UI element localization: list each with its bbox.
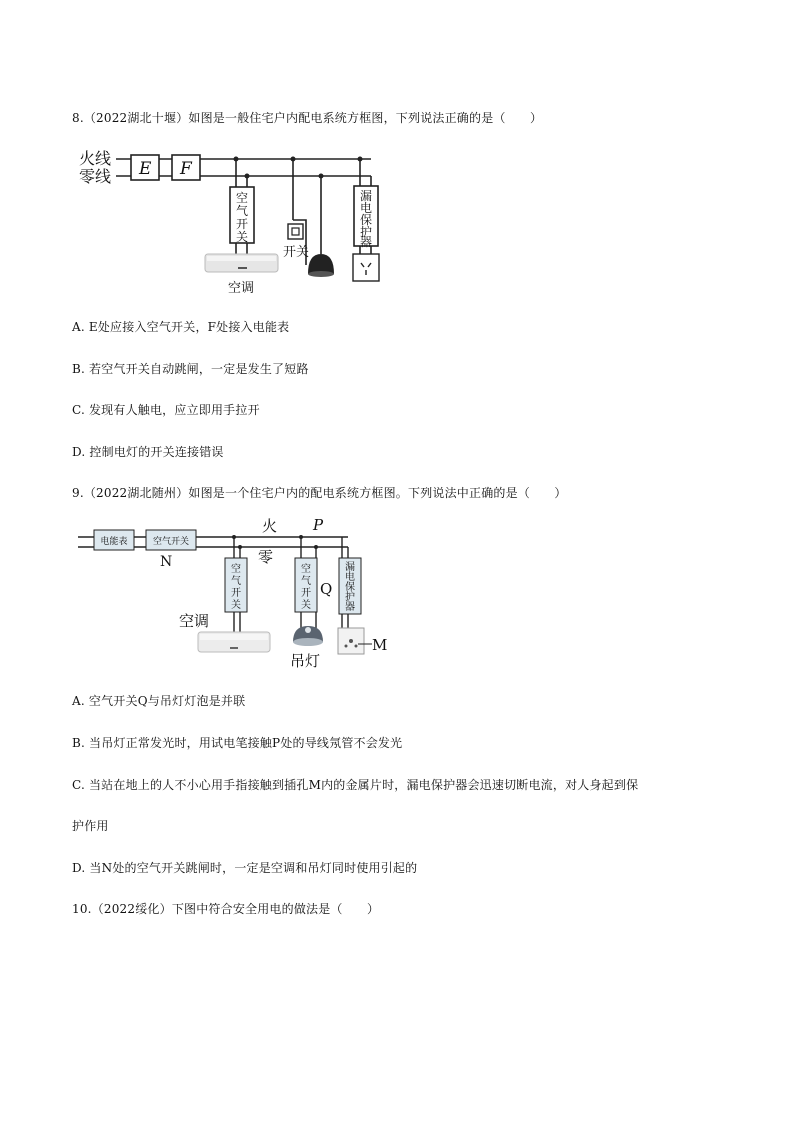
svg-text:保: 保 [359, 213, 373, 227]
q8-switch-label: 开关 [283, 245, 310, 260]
q9-neutral-label: 零 [258, 548, 274, 566]
q9-live-label: 火 [262, 517, 278, 535]
svg-text:器: 器 [359, 235, 373, 249]
q8-option-c: C. 发现有人触电，应立即用手拉开 [72, 403, 260, 417]
q9-option-d: D. 当N处的空气开关跳闸时，一定是空调和吊灯同时使用引起的 [72, 861, 418, 875]
q9-option-c-line2: 护作用 [72, 819, 109, 833]
q8-lamp-icon [308, 254, 334, 277]
q9-title: 9.（2022湖北随州）如图是一个住宅户内的配电系统方框图。下列说法中正确的是（ ） [72, 486, 567, 500]
svg-text:关: 关 [231, 600, 241, 611]
svg-text:器: 器 [345, 602, 355, 613]
q9-pendant-lamp-icon [293, 626, 323, 646]
svg-text:开: 开 [231, 588, 241, 599]
svg-text:气: 气 [235, 204, 249, 218]
q9-lamp-breaker-label [301, 562, 311, 611]
q8-option-b: B. 若空气开关自动跳闸，一定是发生了短路 [72, 362, 309, 376]
q9-p-label: P [313, 516, 324, 534]
q8-socket-icon [353, 254, 379, 281]
svg-text:护: 护 [345, 592, 355, 603]
svg-text:漏: 漏 [345, 562, 355, 573]
q9-ac-breaker-label [231, 562, 241, 611]
q8-title: 8.（2022湖北十堰）如图是一般住宅户内配电系统方框图，下列说法正确的是（ ） [72, 111, 543, 125]
svg-text:关: 关 [235, 230, 249, 244]
svg-text:电: 电 [345, 572, 355, 583]
q8-switch-icon [288, 224, 303, 239]
q8-box-e-label: E [139, 159, 152, 179]
q8-circuit-diagram [76, 142, 416, 300]
q9-air-conditioner-icon [198, 632, 270, 652]
svg-text:空: 空 [231, 564, 241, 575]
q10-title: 10.（2022绥化）下图中符合安全用电的做法是（ ） [72, 902, 380, 916]
q8-breaker-label [236, 190, 248, 244]
q9-meter-label: 电能表 [100, 537, 128, 547]
svg-text:空: 空 [301, 564, 311, 575]
q8-neutral-label: 零线 [79, 167, 112, 186]
svg-text:气: 气 [231, 576, 241, 587]
svg-text:电: 电 [359, 201, 373, 215]
svg-text:开: 开 [301, 588, 311, 599]
svg-text:关: 关 [301, 600, 311, 611]
svg-text:开: 开 [235, 217, 249, 231]
svg-text:气: 气 [301, 576, 311, 587]
q9-leakage-label [345, 561, 355, 613]
q9-lamp-label: 吊灯 [290, 652, 321, 670]
q8-option-d: D. 控制电灯的开关连接错误 [72, 445, 224, 459]
q9-option-a: A. 空气开关Q与吊灯灯泡是并联 [72, 694, 246, 708]
q8-option-a: A. E处应接入空气开关，F处接入电能表 [72, 320, 290, 334]
svg-text:空: 空 [235, 191, 249, 205]
q8-box-f-label: F [180, 159, 192, 179]
svg-text:护: 护 [359, 225, 373, 239]
q9-ac-label: 空调 [179, 612, 210, 630]
q9-option-b: B. 当吊灯正常发光时，用试电笔接触P处的导线氖管不会发光 [72, 736, 403, 750]
q8-ac-label: 空调 [228, 281, 255, 296]
q8-air-conditioner-icon [205, 254, 278, 272]
q9-n-label: N [160, 554, 173, 570]
q9-main-breaker-label: 空气开关 [152, 537, 190, 547]
q9-circuit-diagram [76, 514, 416, 674]
q9-q-label: Q [320, 580, 333, 598]
svg-text:保: 保 [345, 582, 355, 593]
q9-socket-icon [338, 628, 364, 654]
q9-m-label: M [372, 636, 388, 654]
q8-live-label: 火线 [79, 149, 112, 168]
q9-option-c-line1: C. 当站在地上的人不小心用手指接触到插孔M内的金属片时，漏电保护器会迅速切断电流，对人身起到保 [72, 778, 639, 792]
svg-text:漏: 漏 [359, 189, 373, 203]
q8-leakage-label [360, 189, 372, 249]
